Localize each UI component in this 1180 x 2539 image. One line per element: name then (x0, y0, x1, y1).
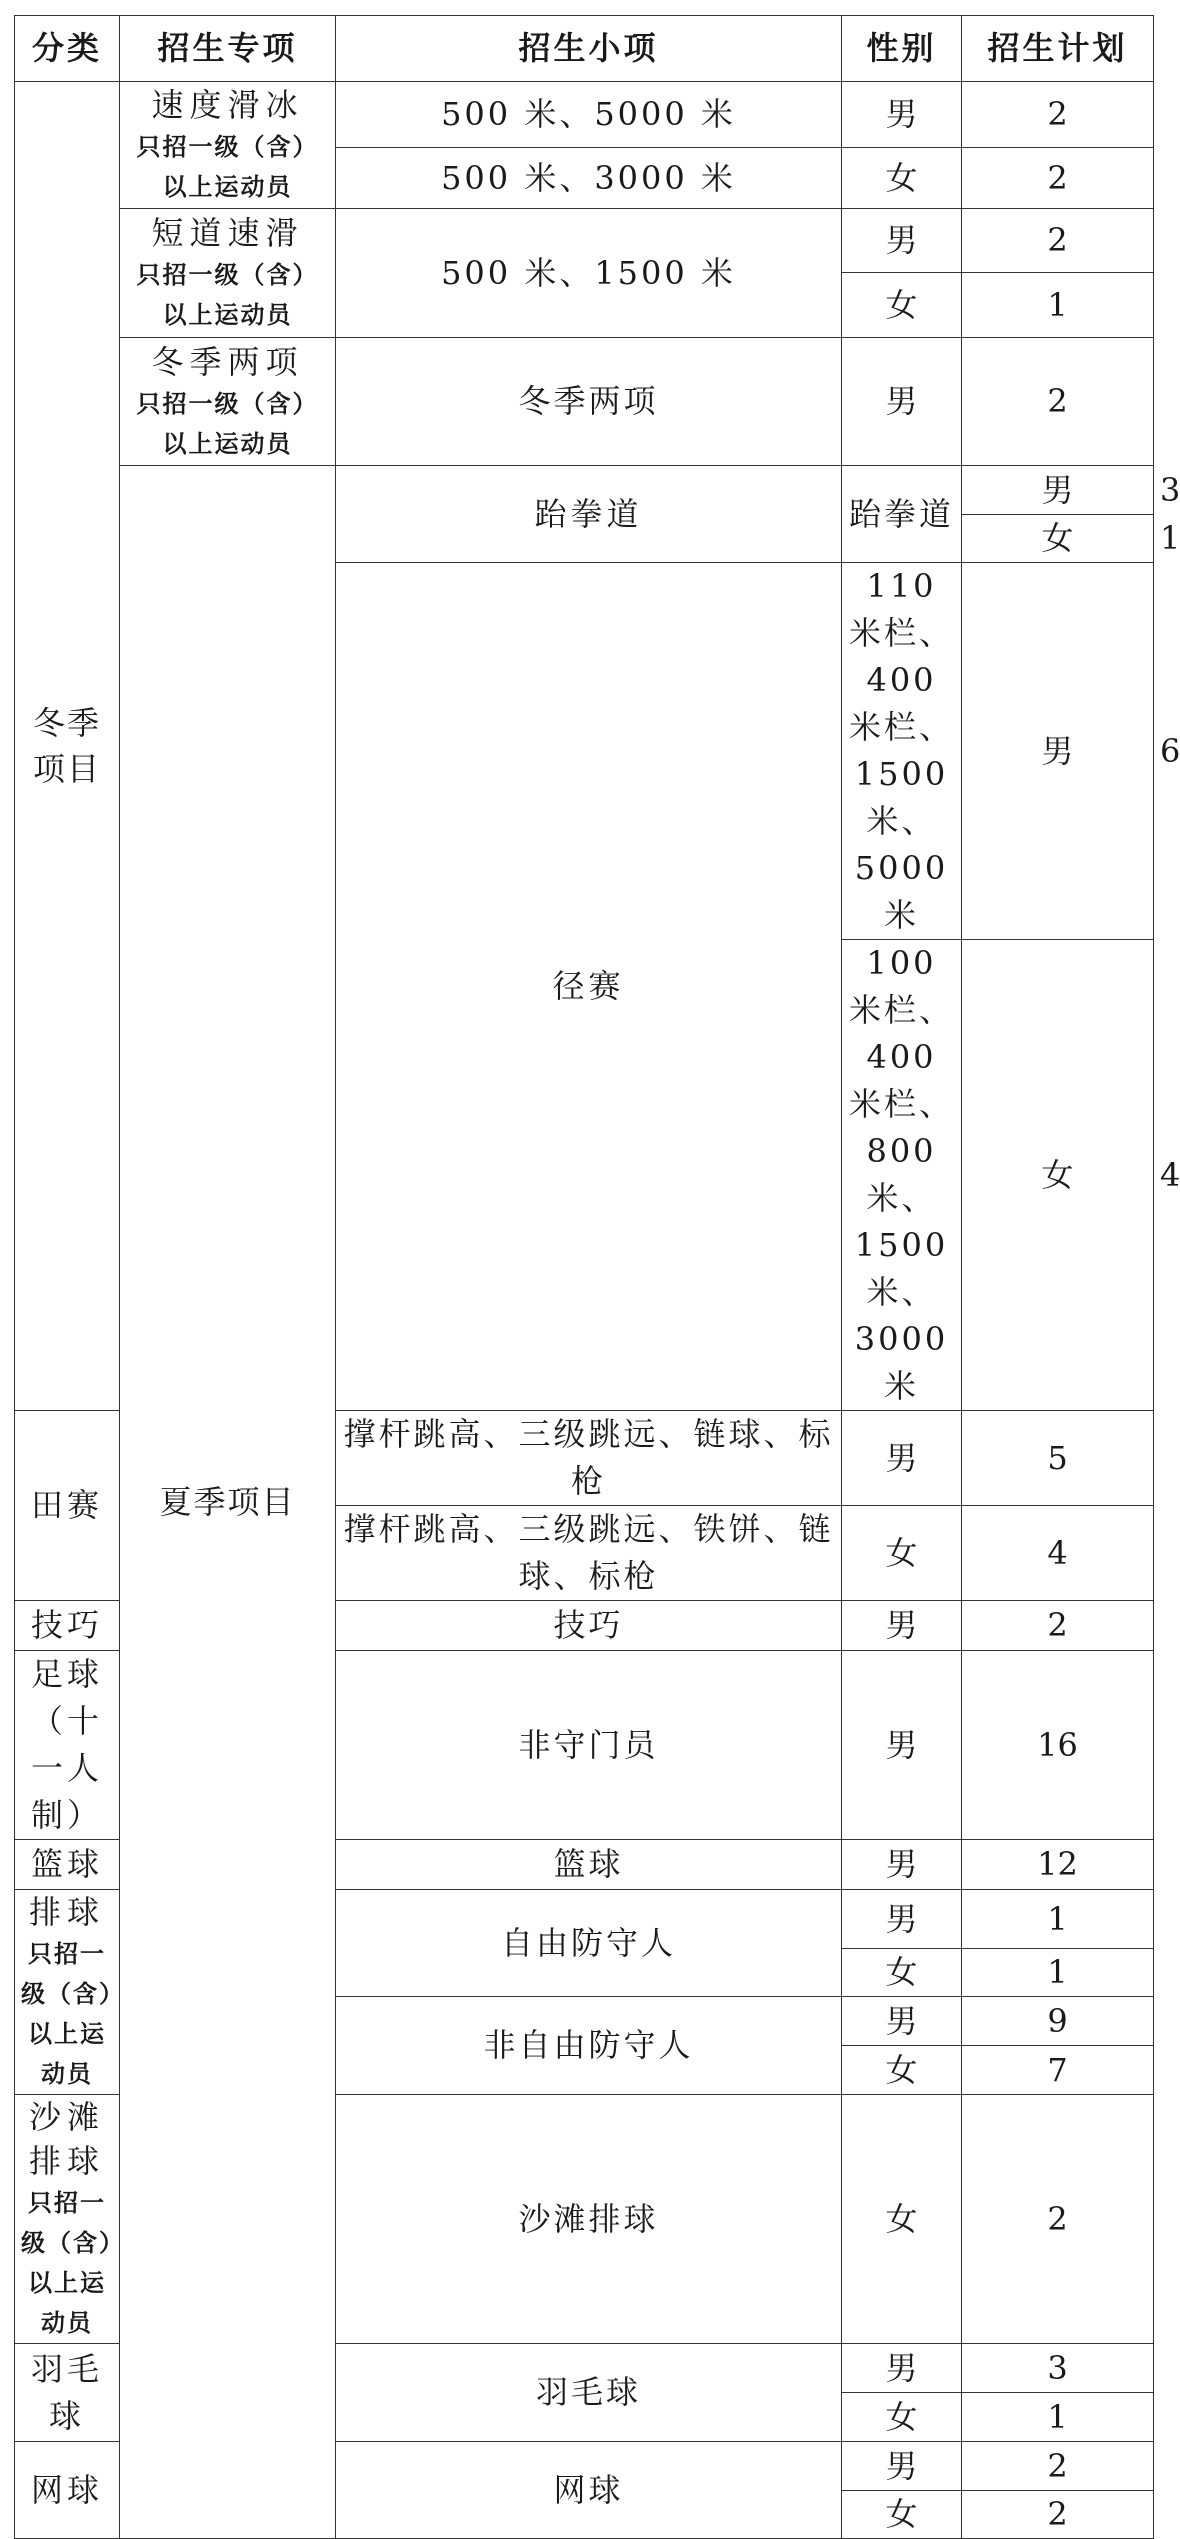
sub-item: 冬季两项 (336, 338, 842, 466)
sub-item: 篮球 (336, 1840, 842, 1890)
plan-cell: 1 (962, 273, 1154, 338)
specialty-volleyball (15, 1890, 120, 2095)
sub-item: 100 米栏、400 米栏、800 米、1500 米、3000 米 (842, 940, 962, 1411)
plan-cell: 5 (962, 1411, 1154, 1506)
specialty-badminton: 羽毛球 (15, 2344, 120, 2442)
gender-cell: 女 (842, 2095, 962, 2344)
sub-item: 技巧 (336, 1601, 842, 1651)
gender-cell: 男 (842, 1411, 962, 1506)
gender-cell: 女 (842, 273, 962, 338)
sub-item: 500 米、3000 米 (336, 148, 842, 209)
specialty-note: 只招一级（含）以上运动员 (136, 260, 319, 329)
specialty-note: 只招一级（含）以上运动员 (21, 1939, 113, 2088)
gender-cell: 女 (962, 940, 1154, 1411)
gender-cell: 男 (842, 2442, 962, 2491)
specialty-field: 田赛 (15, 1411, 120, 1601)
plan-cell: 1 (962, 1890, 1154, 1949)
sub-item: 非守门员 (336, 1651, 842, 1840)
gender-cell: 男 (842, 1890, 962, 1949)
sub-item: 撑杆跳高、三级跳远、铁饼、链球、标枪 (336, 1506, 842, 1601)
sub-item: 撑杆跳高、三级跳远、链球、标枪 (336, 1411, 842, 1506)
specialty-tennis: 网球 (15, 2442, 120, 2539)
header-category: 分类 (15, 16, 120, 82)
gender-cell: 女 (842, 1506, 962, 1601)
table-row (15, 82, 1154, 148)
header-gender: 性别 (842, 16, 962, 82)
specialty-name: 冬季两项 (151, 342, 304, 381)
table-row: 夏季项目 跆拳道 跆拳道 男 3 (15, 466, 1154, 515)
table-row (15, 338, 1154, 466)
specialty-name: 排球 (28, 1893, 105, 1931)
specialty-acrobatics: 技巧 (15, 1601, 120, 1651)
header-row (15, 16, 1154, 82)
gender-cell: 男 (842, 1601, 962, 1651)
sub-item: 自由防守人 (336, 1890, 842, 1997)
gender-cell: 女 (962, 515, 1154, 563)
specialty-beach-volleyball (15, 2095, 120, 2344)
gender-cell: 女 (842, 2491, 962, 2539)
gender-cell: 女 (842, 2046, 962, 2095)
sub-item: 500 米、5000 米 (336, 82, 842, 148)
specialty-note: 只招一级（含）以上运动员 (21, 2188, 113, 2337)
sub-item: 网球 (336, 2442, 842, 2539)
sub-item: 羽毛球 (336, 2344, 842, 2442)
plan-cell: 3 (962, 2344, 1154, 2393)
enrollment-plan-table (14, 15, 1180, 2539)
gender-cell: 男 (842, 2344, 962, 2393)
header-specialty: 招生专项 (120, 16, 336, 82)
plan-cell: 1 (962, 1949, 1154, 1997)
specialty-note: 只招一级（含）以上运动员 (136, 132, 319, 201)
gender-cell: 男 (962, 466, 1154, 515)
table-row (15, 209, 1154, 273)
sub-item: 110 米栏、400 米栏、1500 米、5000 米 (842, 563, 962, 940)
sub-item: 沙滩排球 (336, 2095, 842, 2344)
category-summer: 夏季项目 (120, 466, 336, 2539)
table-row: 女 1 (15, 515, 1154, 563)
gender-cell: 男 (842, 82, 962, 148)
category-winter: 冬季项目 (15, 82, 120, 1411)
specialty-taekwondo: 跆拳道 (336, 466, 842, 563)
gender-cell: 男 (842, 1997, 962, 2046)
specialty-name: 短道速滑 (151, 214, 304, 252)
plan-cell: 2 (962, 82, 1154, 148)
gender-cell: 女 (842, 148, 962, 209)
enrollment-plan-table-container (14, 15, 1180, 2533)
specialty-short-track (120, 209, 336, 338)
gender-cell: 女 (842, 2393, 962, 2442)
plan-cell: 16 (962, 1651, 1154, 1840)
specialty-name: 速度滑冰 (151, 86, 304, 124)
sub-item: 跆拳道 (842, 466, 962, 563)
table-row: 100 米栏、400 米栏、800 米、1500 米、3000 米 女 4 (15, 940, 1154, 1411)
specialty-track: 径赛 (336, 563, 842, 1411)
gender-cell: 女 (842, 1949, 962, 1997)
table-row: 径赛 110 米栏、400 米栏、1500 米、5000 米 男 6 (15, 563, 1154, 940)
plan-cell: 4 (962, 1506, 1154, 1601)
specialty-speed-skating (120, 82, 336, 209)
header-plan: 招生计划 (962, 16, 1154, 82)
plan-cell: 2 (962, 2095, 1154, 2344)
specialty-basketball: 篮球 (15, 1840, 120, 1890)
gender-cell: 男 (842, 209, 962, 273)
plan-cell: 12 (962, 1840, 1154, 1890)
plan-cell: 9 (962, 1997, 1154, 2046)
specialty-winter-two (120, 338, 336, 466)
gender-cell: 男 (962, 563, 1154, 940)
plan-cell: 1 (962, 2393, 1154, 2442)
plan-cell: 2 (962, 209, 1154, 273)
specialty-football: 足球（十一人制） (15, 1651, 120, 1840)
plan-cell: 2 (962, 148, 1154, 209)
plan-cell: 2 (962, 1601, 1154, 1651)
gender-cell: 男 (842, 1840, 962, 1890)
plan-cell: 2 (962, 2442, 1154, 2491)
specialty-name: 沙滩排球 (28, 2098, 105, 2180)
gender-cell: 男 (842, 338, 962, 466)
sub-item: 500 米、1500 米 (336, 209, 842, 338)
gender-cell: 男 (842, 1651, 962, 1840)
sub-item: 非自由防守人 (336, 1997, 842, 2095)
plan-cell: 7 (962, 2046, 1154, 2095)
plan-cell: 2 (962, 338, 1154, 466)
header-sub-item: 招生小项 (336, 16, 842, 82)
plan-cell: 2 (962, 2491, 1154, 2539)
specialty-note: 只招一级（含）以上运动员 (136, 388, 319, 458)
